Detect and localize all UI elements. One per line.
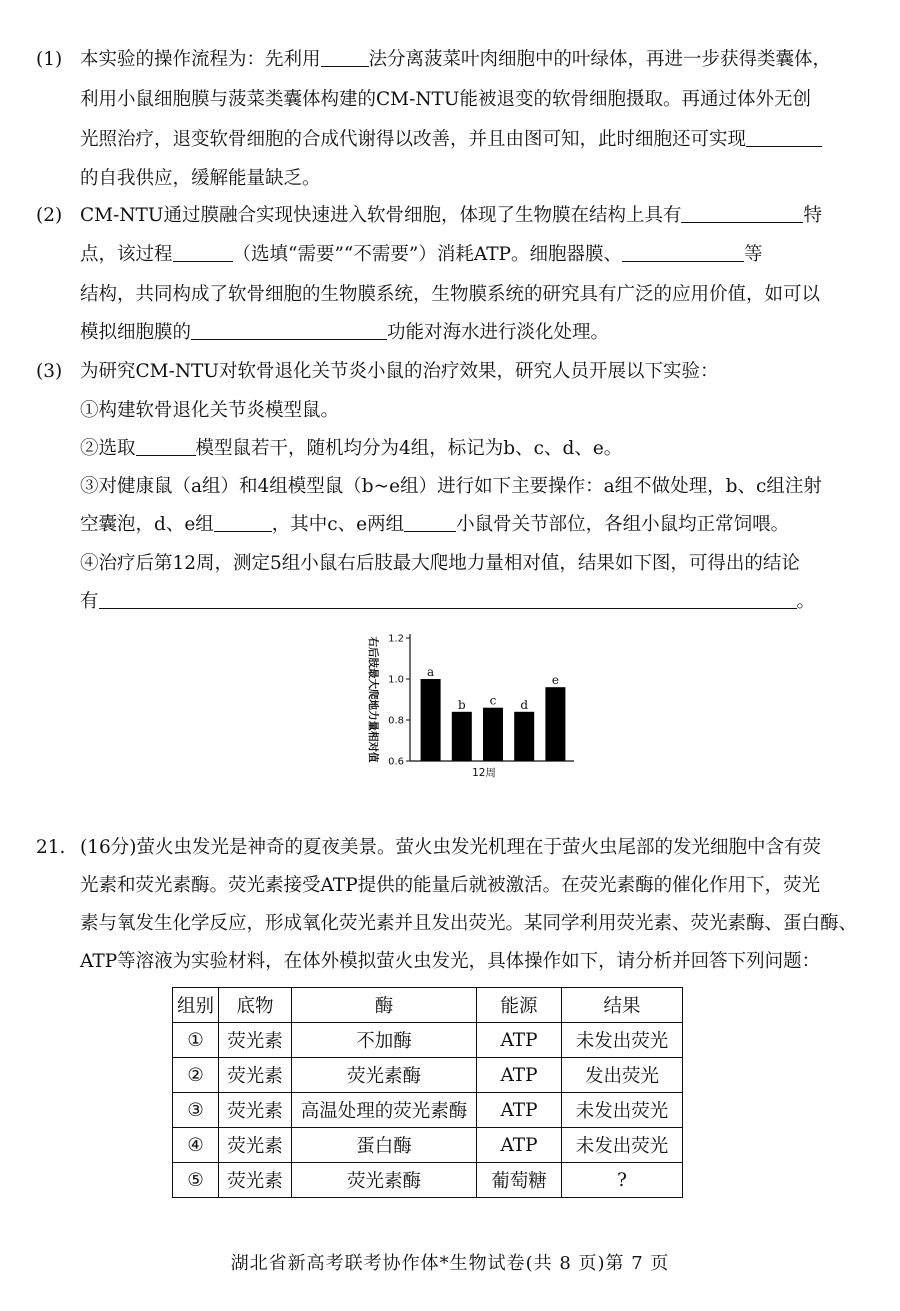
- table-header-row: [173, 988, 683, 1023]
- y-tick-label: 1.2: [388, 633, 404, 645]
- q3-step-2: [80, 436, 622, 462]
- q3-step-3-line-2: [80, 512, 789, 538]
- y-tick-label: 1.0: [388, 674, 404, 686]
- table-cell: ③: [173, 1093, 219, 1128]
- q2-text: 模拟细胞膜的: [80, 322, 192, 343]
- page-footer: 湖北省新高考联考协作体*生物试卷(共 8 页)第 7 页: [230, 1253, 670, 1274]
- q2-line-1: [80, 203, 822, 229]
- q2-label: (2): [36, 205, 63, 226]
- q21-line-3: 素与氧发生化学反应，形成氧化荧光素并且发出荧光。某同学利用荧光素、荧光素酶、蛋白酶、: [80, 913, 858, 934]
- q3-step-1: ①构建软骨退化关节炎模型鼠。: [80, 400, 340, 421]
- answer-blank[interactable]: [191, 321, 387, 340]
- table-cell: ATP: [477, 1023, 562, 1058]
- q2-text: CM-NTU通过膜融合实现快速进入软骨细胞，体现了生物膜在结构上具有: [80, 205, 682, 226]
- bar-b: [452, 712, 472, 761]
- q2-line-2: [80, 242, 763, 268]
- table-cell: 葡萄糖: [477, 1163, 562, 1198]
- q3-text: 。: [796, 591, 816, 612]
- table-cell: 荧光素: [219, 1128, 292, 1163]
- q2-line-4: [80, 320, 609, 346]
- q1-line-3: [80, 127, 822, 153]
- table-cell: 不加酶: [292, 1023, 477, 1058]
- table-cell: ④: [173, 1128, 219, 1163]
- table-cell: ATP: [477, 1058, 562, 1093]
- y-axis-label: 右后肢最大爬地力量相对值: [367, 636, 379, 763]
- bar-label: e: [551, 673, 559, 688]
- y-tick-label: 0.8: [388, 715, 404, 727]
- table-row: [173, 1023, 683, 1058]
- table-header-cell: 组别: [173, 988, 219, 1023]
- q3-step-3-line-1: ③对健康鼠（a组）和4组模型鼠（b~e组）进行如下主要操作：a组不做处理，b、c组注射: [80, 476, 822, 497]
- table-cell: 荧光素: [219, 1023, 292, 1058]
- table-cell: 未发出荧光: [562, 1128, 683, 1163]
- q3-text: 空囊泡，d、e组: [80, 514, 214, 535]
- table-header-cell: 结果: [562, 988, 683, 1023]
- q3-label: (3): [36, 361, 63, 382]
- answer-blank[interactable]: [214, 513, 272, 532]
- answer-blank[interactable]: [173, 243, 233, 262]
- bar-label: c: [489, 693, 497, 708]
- bar-label: d: [520, 697, 529, 712]
- q3-text: ，其中c、e两组: [271, 514, 405, 535]
- answer-blank[interactable]: [99, 590, 797, 609]
- bar-label: a: [427, 665, 435, 679]
- q21-line-4: ATP等溶液为实验材料，在体外模拟萤火虫发光，具体操作如下，请分析并回答下列问题：: [80, 951, 821, 972]
- q1-line-1: [80, 47, 831, 73]
- answer-blank[interactable]: [622, 243, 744, 262]
- q1-text: 法分离菠菜叶肉细胞中的叶绿体，再进一步获得类囊体，: [368, 49, 832, 70]
- q2-text: 等: [743, 244, 763, 265]
- q3-step-4-line-1: ④治疗后第12周，测定5组小鼠右后肢最大爬地力量相对值，结果如下图，可得出的结论: [80, 553, 800, 574]
- table-cell: 未发出荧光: [562, 1093, 683, 1128]
- table-row: [173, 1093, 683, 1128]
- bar-c: [483, 708, 503, 761]
- q3-line-1: 为研究CM-NTU对软骨退化关节炎小鼠的治疗效果，研究人员开展以下实验：: [80, 361, 719, 382]
- table-row: [173, 1128, 683, 1163]
- q1-label: (1): [36, 49, 63, 70]
- table-cell: ?: [562, 1163, 683, 1198]
- q1-line-2: 利用小鼠细胞膜与菠菜类囊体构建的CM-NTU能被退变的软骨细胞摄取。再通过体外无创: [80, 89, 811, 110]
- table-header-cell: 酶: [292, 988, 477, 1023]
- table-cell: 荧光素: [219, 1093, 292, 1128]
- q1-line-4: 的自我供应，缓解能量缺乏。: [80, 168, 321, 189]
- table-cell: 高温处理的荧光素酶: [292, 1093, 477, 1128]
- q3-text: 有: [80, 591, 99, 612]
- q2-text: （选填“需要”“不需要”）消耗ATP。细胞器膜、: [232, 244, 622, 265]
- q3-step-4-line-2: [80, 589, 815, 615]
- q2-text: 功能对海水进行淡化处理。: [387, 322, 610, 343]
- answer-blank[interactable]: [746, 128, 822, 147]
- table-cell: 发出荧光: [562, 1058, 683, 1093]
- x-axis-label: 12周: [472, 767, 496, 779]
- q3-text: ②选取: [80, 438, 136, 459]
- table-cell: ②: [173, 1058, 219, 1093]
- bar-d: [514, 712, 534, 761]
- y-tick-label: 0.6: [388, 756, 404, 768]
- q3-text: 模型鼠若干，随机均分为4组，标记为b、c、d、e。: [195, 438, 623, 459]
- q1-text: 光照治疗，退变软骨细胞的合成代谢得以改善，并且由图可知，此时细胞还可实现: [80, 129, 747, 150]
- answer-blank[interactable]: [404, 513, 456, 532]
- q2-line-3: 结构，共同构成了软骨细胞的生物膜系统，生物膜系统的研究具有广泛的应用价值，如可以: [80, 284, 821, 305]
- table-cell: 荧光素: [219, 1163, 292, 1198]
- table-cell: 荧光素: [219, 1058, 292, 1093]
- answer-blank[interactable]: [681, 204, 803, 223]
- table-cell: 蛋白酶: [292, 1128, 477, 1163]
- table-row: [173, 1058, 683, 1093]
- table-cell: ATP: [477, 1128, 562, 1163]
- q21-number: 21.: [36, 837, 66, 858]
- table-header-cell: 底物: [219, 988, 292, 1023]
- q2-text: 特: [803, 205, 822, 226]
- table-cell: 荧光素酶: [292, 1163, 477, 1198]
- table-cell: ATP: [477, 1093, 562, 1128]
- answer-blank[interactable]: [136, 437, 196, 456]
- table-cell: ⑤: [173, 1163, 219, 1198]
- table-cell: 荧光素酶: [292, 1058, 477, 1093]
- table-row: [173, 1163, 683, 1198]
- q21-line-1: (16分)萤火虫发光是神奇的夏夜美景。萤火虫发光机理在于萤火虫尾部的发光细胞中含有荧: [80, 837, 821, 858]
- q3-text: 小鼠骨关节部位，各组小鼠均正常饲喂。: [456, 514, 790, 535]
- answer-blank[interactable]: [321, 48, 369, 67]
- q1-text: 本实验的操作流程为：先利用: [80, 49, 321, 70]
- table-cell: ①: [173, 1023, 219, 1058]
- table-header-cell: 能源: [477, 988, 562, 1023]
- table-cell: 未发出荧光: [562, 1023, 683, 1058]
- q2-text: 点，该过程: [80, 244, 173, 265]
- bar-a: [421, 679, 441, 761]
- experiment-table: [172, 987, 683, 1198]
- bar-chart: [356, 624, 596, 784]
- q21-line-2: 光素和荧光素酶。荧光素接受ATP提供的能量后就被激活。在荧光素酶的催化作用下，荧光: [80, 875, 821, 896]
- bar-label: b: [457, 697, 466, 712]
- bar-e: [545, 687, 565, 761]
